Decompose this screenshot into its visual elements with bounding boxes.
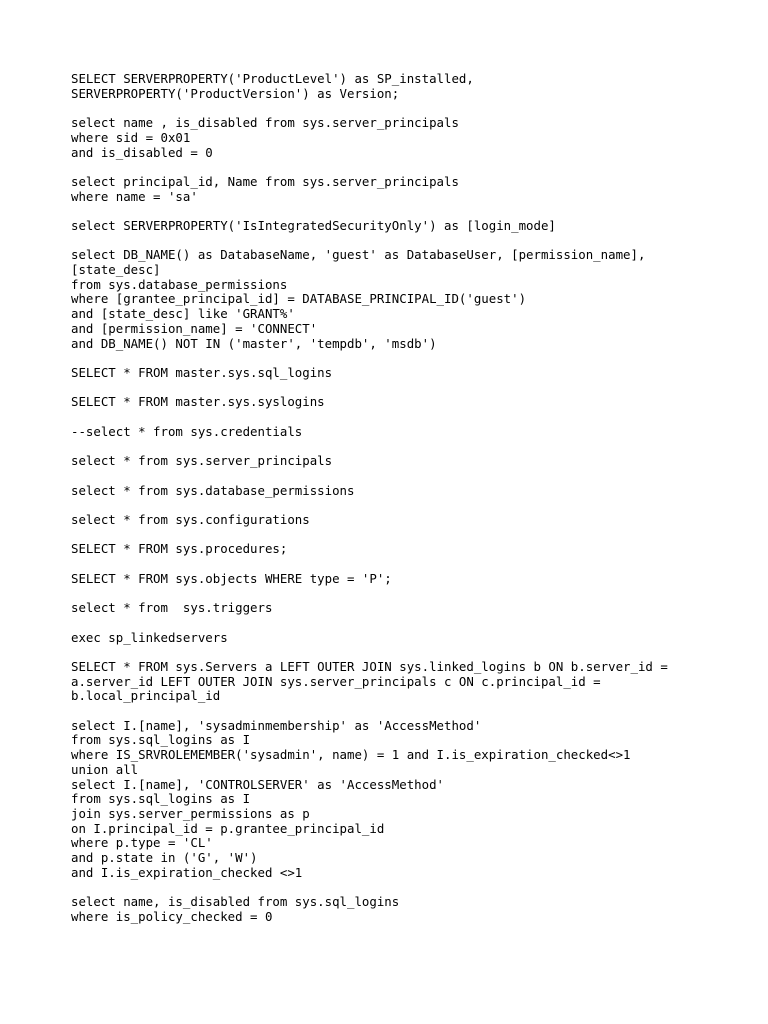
sql-line: and DB_NAME() NOT IN ('master', 'tempdb', 'msdb') <box>71 335 437 351</box>
sql-line: SELECT * FROM sys.objects WHERE type = 'P'; <box>71 570 392 586</box>
sql-line: select principal_id, Name from sys.server_principals <box>71 173 459 189</box>
sql-line: --select * from sys.credentials <box>71 423 303 439</box>
sql-line: join sys.server_permissions as p <box>71 805 310 821</box>
sql-statement-block <box>71 513 741 528</box>
sql-line: where [grantee_principal_id] = DATABASE_PRINCIPAL_ID('guest') <box>71 291 527 307</box>
sql-statement-block <box>71 425 741 440</box>
sql-line: and I.is_expiration_checked <>1 <box>71 864 303 880</box>
sql-statement-block <box>71 601 741 616</box>
sql-statement-block <box>71 719 741 881</box>
sql-line: SELECT * FROM master.sys.syslogins <box>71 394 325 410</box>
sql-line: [state_desc] <box>71 262 161 278</box>
sql-line: select SERVERPROPERTY('IsIntegratedSecurityOnly') as [login_mode] <box>71 217 556 233</box>
sql-statement-block <box>71 219 741 234</box>
sql-line: SELECT * FROM sys.Servers a LEFT OUTER JOIN sys.linked_logins b ON b.server_id = <box>71 658 668 674</box>
sql-line: select I.[name], 'sysadminmembership' as 'AccessMethod' <box>71 717 482 733</box>
sql-line: SELECT * FROM master.sys.sql_logins <box>71 364 333 380</box>
sql-statement-block <box>71 631 741 646</box>
sql-line: select DB_NAME() as DatabaseName, 'guest' as DatabaseUser, [permission_name], <box>71 247 646 263</box>
sql-line: SELECT * FROM sys.procedures; <box>71 541 288 557</box>
sql-line: where IS_SRVROLEMEMBER('sysadmin', name) = 1 and I.is_expiration_checked<>1 <box>71 747 631 763</box>
sql-statement-block <box>71 116 741 160</box>
sql-line: where p.type = 'CL' <box>71 835 213 851</box>
sql-line: a.server_id LEFT OUTER JOIN sys.server_principals c ON c.principal_id = <box>71 673 601 689</box>
sql-statement-block <box>71 395 741 410</box>
sql-statement-block <box>71 484 741 499</box>
sql-statement-block <box>71 248 741 351</box>
sql-statement-block <box>71 175 741 204</box>
sql-line: on I.principal_id = p.grantee_principal_id <box>71 820 385 836</box>
sql-line: select * from sys.database_permissions <box>71 482 355 498</box>
sql-line: union all <box>71 761 139 777</box>
sql-line: exec sp_linkedservers <box>71 629 228 645</box>
sql-statement-block <box>71 572 741 587</box>
sql-line: and [permission_name] = 'CONNECT' <box>71 320 318 336</box>
sql-line: select * from sys.triggers <box>71 600 273 616</box>
sql-line: from sys.sql_logins as I <box>71 791 251 807</box>
sql-line: and [state_desc] like 'GRANT%' <box>71 306 295 322</box>
sql-line: from sys.sql_logins as I <box>71 732 251 748</box>
sql-line: where name = 'sa' <box>71 188 198 204</box>
sql-line: select name, is_disabled from sys.sql_logins <box>71 894 400 910</box>
sql-line: where sid = 0x01 <box>71 129 191 145</box>
sql-line: and is_disabled = 0 <box>71 144 213 160</box>
sql-line: select name , is_disabled from sys.server_principals <box>71 115 459 131</box>
sql-statement-block <box>71 366 741 381</box>
sql-statement-block <box>71 454 741 469</box>
sql-statement-block <box>71 72 741 101</box>
sql-statement-block <box>71 895 741 924</box>
sql-line: select I.[name], 'CONTROLSERVER' as 'AccessMethod' <box>71 776 444 792</box>
sql-line: SERVERPROPERTY('ProductVersion') as Version; <box>71 85 400 101</box>
sql-document <box>71 72 741 939</box>
sql-line: select * from sys.configurations <box>71 511 310 527</box>
sql-line: from sys.database_permissions <box>71 276 288 292</box>
sql-line: SELECT SERVERPROPERTY('ProductLevel') as SP_installed, <box>71 71 474 86</box>
sql-line: and p.state in ('G', 'W') <box>71 850 258 866</box>
sql-statement-block <box>71 660 741 704</box>
sql-line: b.local_principal_id <box>71 688 221 704</box>
sql-line: where is_policy_checked = 0 <box>71 908 273 924</box>
sql-statement-block <box>71 542 741 557</box>
sql-line: select * from sys.server_principals <box>71 453 333 469</box>
